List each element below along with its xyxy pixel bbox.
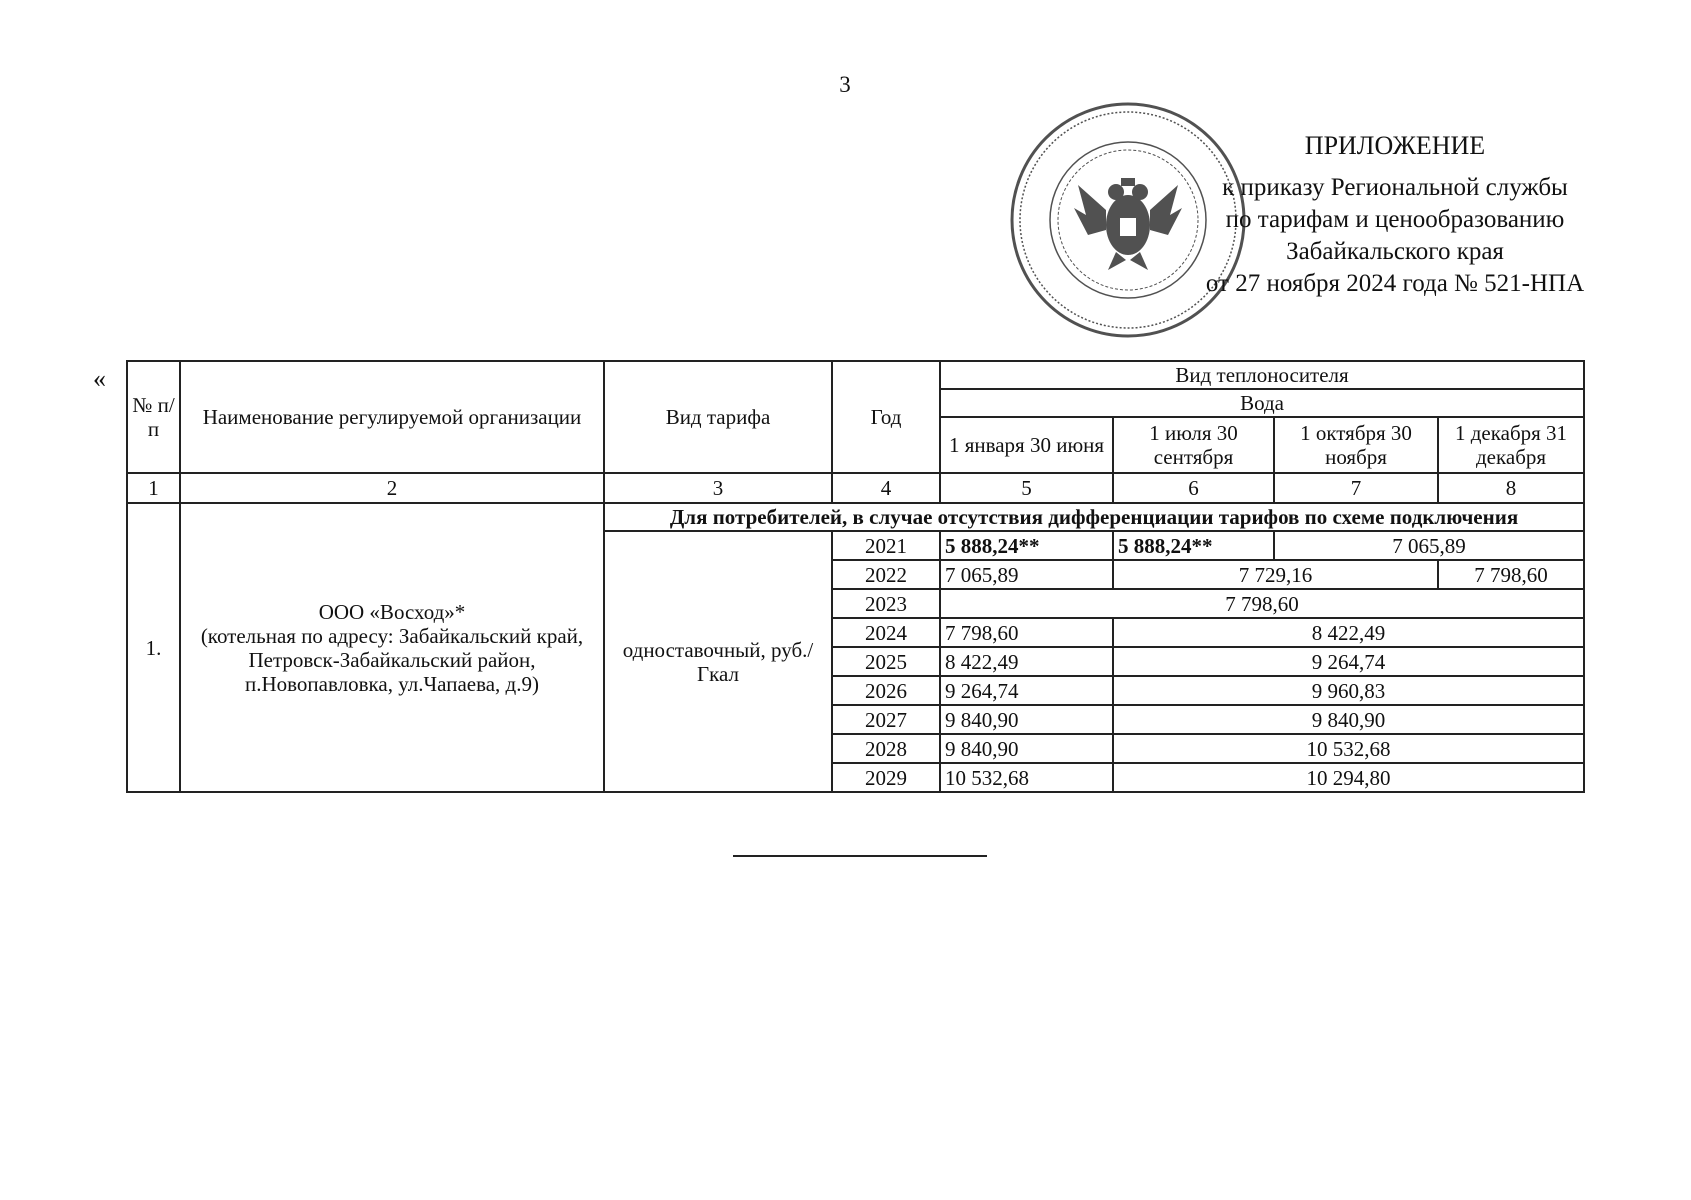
header-period: 1 июля 30 сентября [1113,417,1274,473]
year-cell: 2028 [832,734,940,763]
column-number: 7 [1274,473,1438,503]
value-cell: 5 888,24** [940,531,1113,560]
organization-address: (котельная по адресу: Забайкальский край, Петровск-Забайкальский район, п.Новопавловка, ул.Чапаева, д.9) [200,623,584,696]
appendix-line: от 27 ноября 2024 года № 521-НПА [1205,270,1585,297]
header-period: 1 октября 30 ноября [1274,417,1438,473]
column-number: 8 [1438,473,1584,503]
value-cell: 8 422,49 [1113,618,1584,647]
tariff-type-cell: одноставочный, руб./Гкал [604,531,832,792]
value-cell: 7 065,89 [1274,531,1584,560]
entry-number: 1. [127,503,180,792]
value-cell: 10 294,80 [1113,763,1584,792]
year-cell: 2029 [832,763,940,792]
value-cell: 8 422,49 [940,647,1113,676]
header-period: 1 января 30 июня [940,417,1113,473]
value-cell: 7 798,60 [1438,560,1584,589]
header-year: Год [832,361,940,473]
year-cell: 2022 [832,560,940,589]
header-tariff-type: Вид тарифа [604,361,832,473]
appendix-line: к приказу Региональной службы [1222,174,1568,201]
value-cell: 9 264,74 [1113,647,1584,676]
closing-separator-line [733,855,987,857]
year-cell: 2027 [832,705,940,734]
opening-quote: « [93,364,106,393]
column-number: 2 [180,473,604,503]
value-cell: 9 840,90 [940,705,1113,734]
header-carrier: Вид теплоносителя [940,361,1584,389]
header-org: Наименование регулируемой организации [180,361,604,473]
appendix-line: Забайкальского края [1286,238,1504,265]
column-number: 1 [127,473,180,503]
tariff-table [126,360,1585,793]
appendix-line: по тарифам и ценообразованию [1225,206,1565,233]
value-cell: 7 798,60 [940,618,1113,647]
value-cell: 9 840,90 [1113,705,1584,734]
year-cell: 2021 [832,531,940,560]
value-cell: 7 798,60 [940,589,1584,618]
organization-name: ООО «Восход»* [318,599,466,624]
year-cell: 2026 [832,676,940,705]
year-cell: 2025 [832,647,940,676]
page-number: 3 [839,72,851,97]
column-number: 4 [832,473,940,503]
header-water: Вода [940,389,1584,417]
group-label: Для потребителей, в случае отсутствия дифференциации тарифов по схеме подключения [604,503,1584,531]
value-cell: 7 065,89 [940,560,1113,589]
year-cell: 2024 [832,618,940,647]
value-cell: 7 729,16 [1113,560,1438,589]
value-cell: 9 840,90 [940,734,1113,763]
column-number: 3 [604,473,832,503]
header-num: № п/п [127,361,180,473]
value-cell: 9 960,83 [1113,676,1584,705]
value-cell: 10 532,68 [1113,734,1584,763]
appendix-title: ПРИЛОЖЕНИЕ [1304,131,1486,160]
value-cell: 9 264,74 [940,676,1113,705]
value-cell: 5 888,24** [1113,531,1274,560]
organization-cell [180,503,604,792]
appendix-header [1155,130,1635,300]
value-cell: 10 532,68 [940,763,1113,792]
header-period: 1 декабря 31 декабря [1438,417,1584,473]
column-number: 5 [940,473,1113,503]
column-number: 6 [1113,473,1274,503]
year-cell: 2023 [832,589,940,618]
